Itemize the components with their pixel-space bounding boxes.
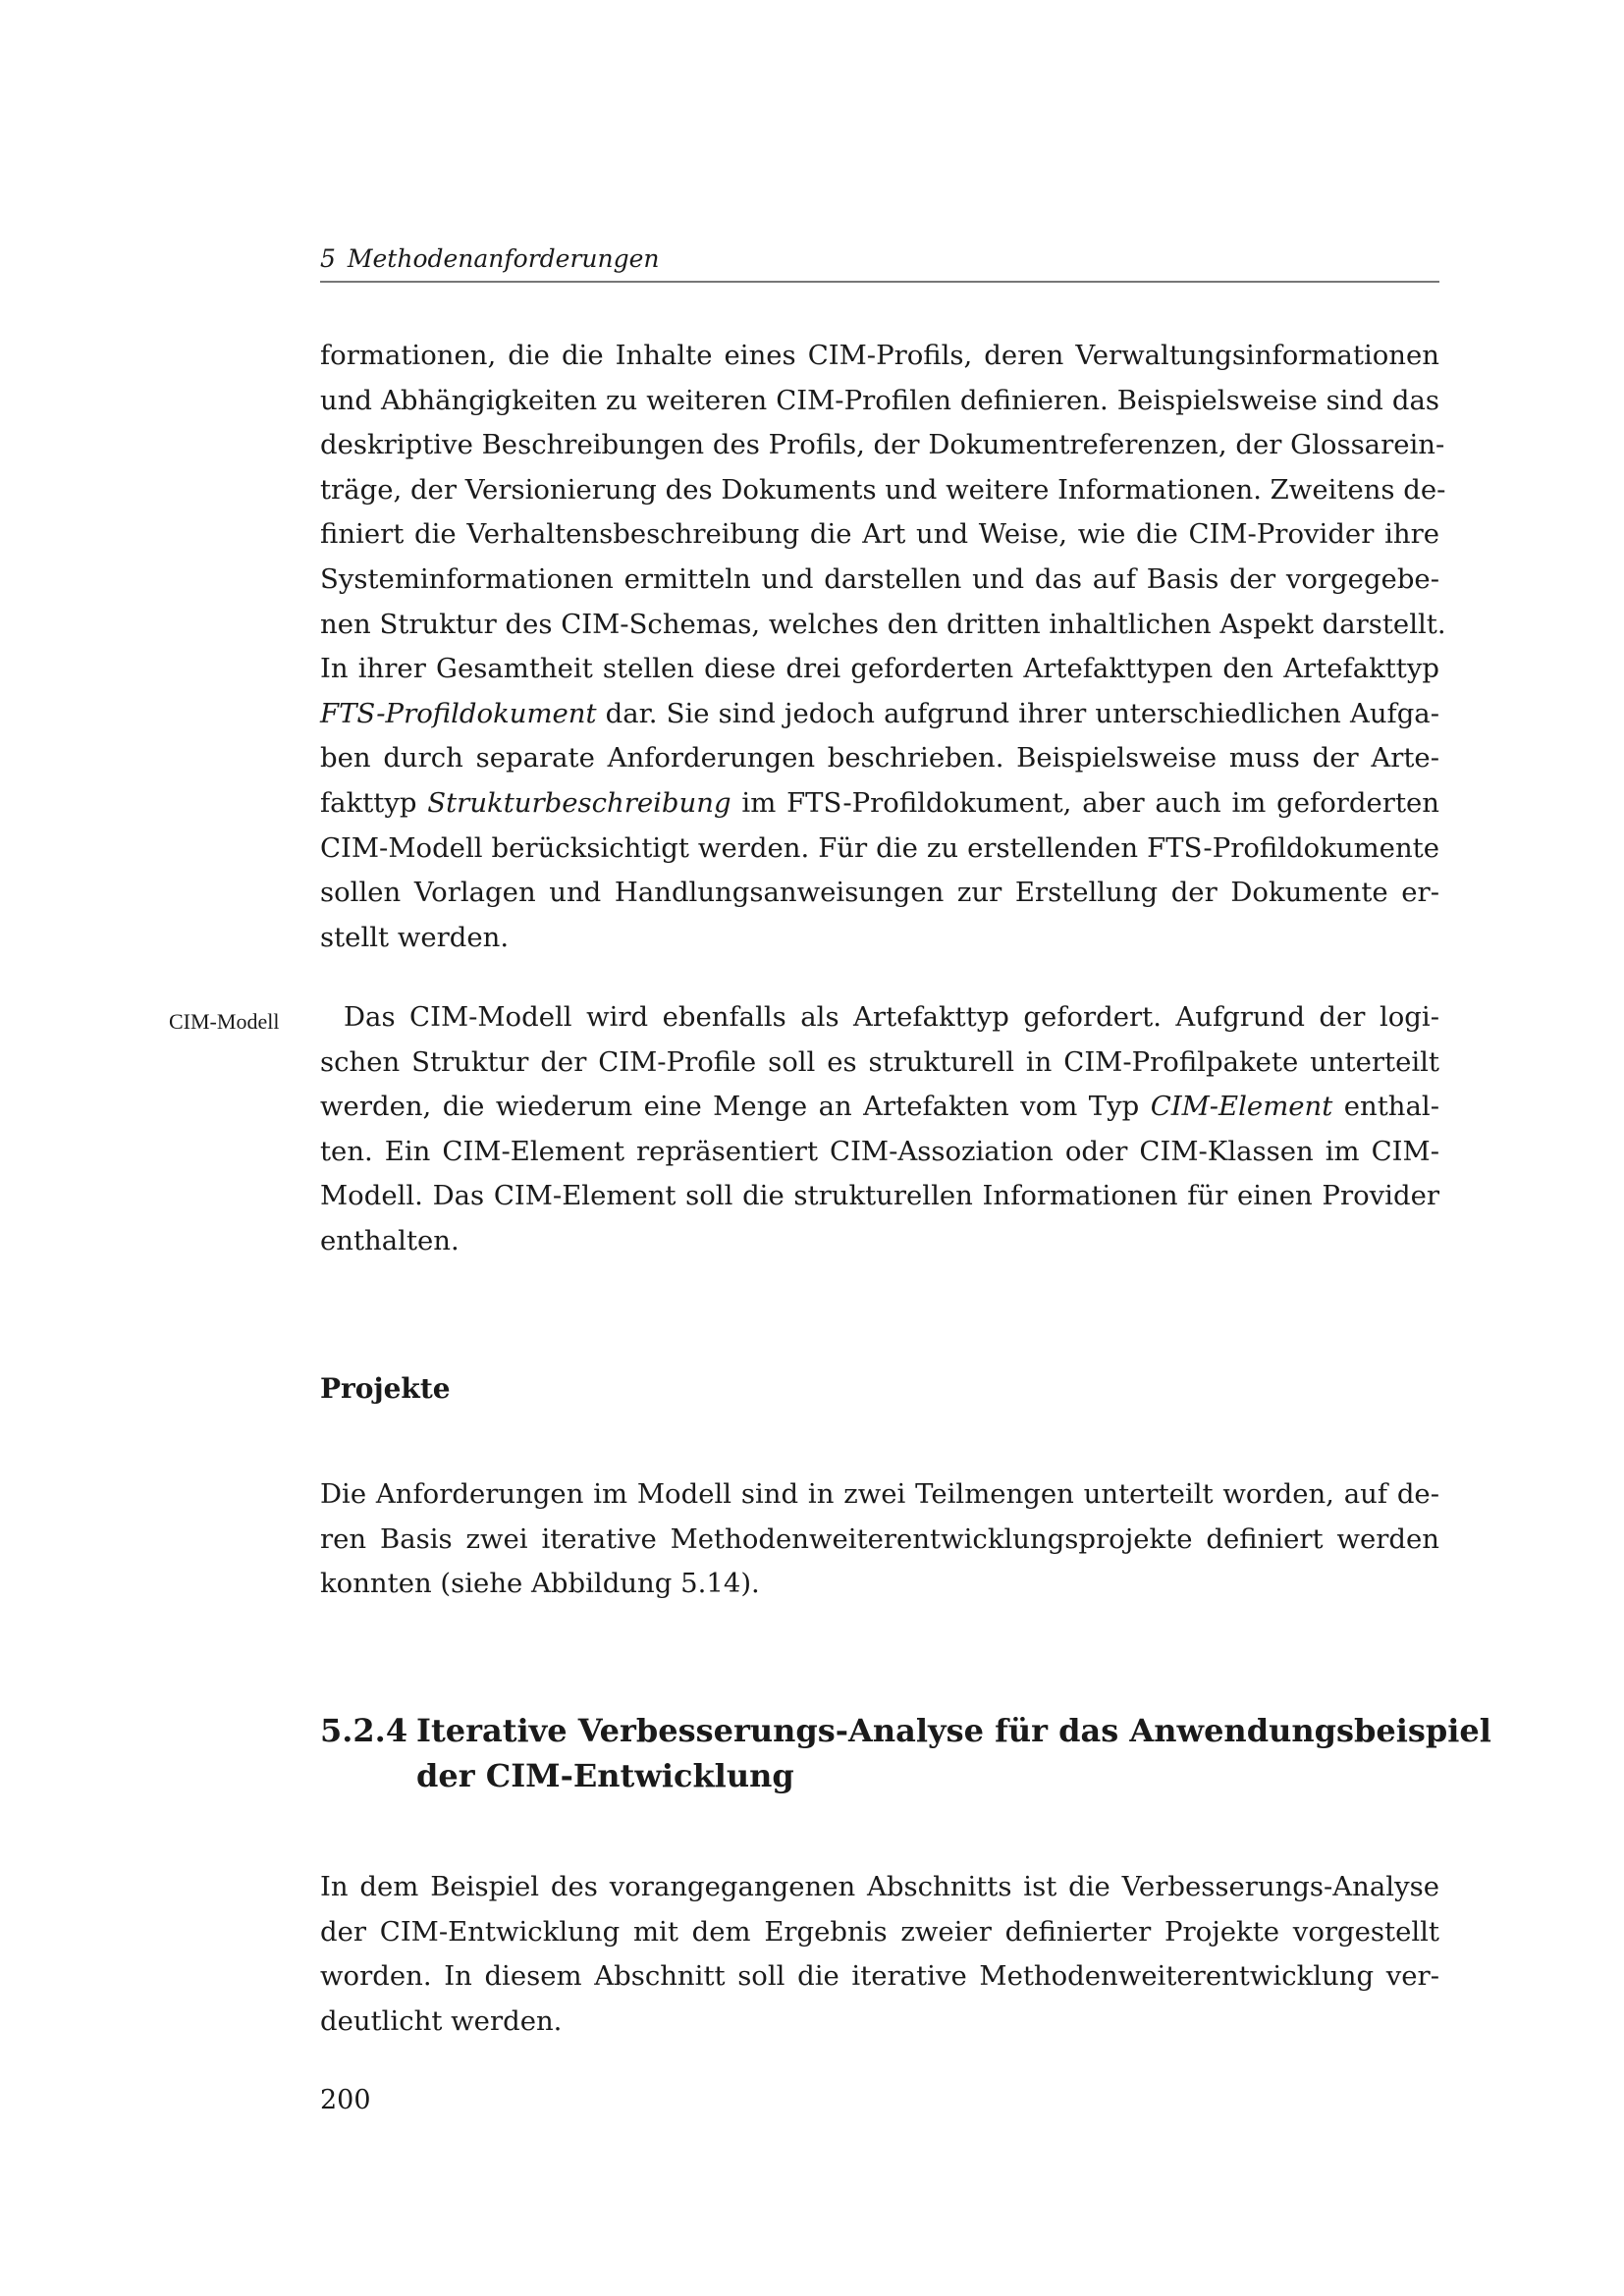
chapter-title: Methodenanforderungen — [347, 244, 660, 273]
text-line — [320, 1085, 1439, 1130]
text-line: Systeminformationen ermitteln und darstellen und das auf Basis der vorgegebe- — [320, 562, 1439, 595]
text-line: deutlicht werden. — [320, 2004, 563, 2037]
term-strukturbeschreibung: Strukturbeschreibung — [427, 786, 731, 819]
paragraph-artefacts — [320, 334, 1446, 960]
text-line: finiert die Verhaltensbeschreibung die Art und Weise, wie die CIM-Provider ihre — [320, 518, 1439, 551]
section-title-line: Iterative Verbesserungs-Analyse für das Anwendungsbeispiel — [416, 1712, 1491, 1749]
text-line: Das CIM-Modell wird ebenfalls als Artefakttyp gefordert. Aufgrund der logi- — [344, 1001, 1439, 1033]
text-line: deskriptive Beschreibungen des Profils, der Dokumentreferenzen, der Glossarein- — [320, 429, 1445, 461]
term-fts-profildokument: FTS-Profildokument — [320, 697, 597, 729]
text-line: sollen Vorlagen und Handlungsanweisungen zur Erstellung der Dokumente er- — [320, 877, 1439, 909]
text-line: schen Struktur der CIM-Profile soll es strukturell in CIM-Profilpakete unterteilt — [320, 1045, 1439, 1078]
text-segment: im FTS-Profildokument, aber auch im geforderten — [731, 786, 1439, 819]
running-header — [320, 241, 1439, 283]
margin-note: CIM-Modell — [169, 1009, 280, 1034]
text-line — [320, 781, 1439, 827]
text-segment: werden, die wiederum eine Menge an Artefakten vom Typ — [320, 1091, 1151, 1123]
text-segment: dar. Sie sind jedoch aufgrund ihrer unterschiedlichen Aufga- — [596, 697, 1439, 729]
section-title-line: der CIM-Entwicklung — [416, 1757, 794, 1794]
text-line: nen Struktur des CIM-Schemas, welches den dritten inhaltlichen Aspekt darstellt. — [320, 608, 1446, 640]
paragraph-section-intro — [320, 1865, 1439, 2044]
text-line: enthalten. — [320, 1224, 460, 1256]
text-line: der CIM-Entwicklung mit dem Ergebnis zweier definierter Projekte vorgestellt — [320, 1915, 1439, 1948]
page-number: 200 — [320, 2085, 371, 2115]
text-line: konnten (siehe Abbildung 5.14). — [320, 1568, 760, 1600]
section-number: 5.2.4 — [320, 1712, 408, 1749]
text-line: In dem Beispiel des vorangegangenen Abschnitts ist die Verbesserungs-Analyse — [320, 1871, 1439, 1902]
subsection-heading: Projekte — [320, 1372, 451, 1405]
term-cim-element: CIM-Element — [1150, 1091, 1333, 1123]
text-line: ren Basis zwei iterative Methodenweiterentwicklungsprojekte definiert werden — [320, 1522, 1439, 1555]
text-line: ben durch separate Anforderungen beschrieben. Beispielsweise muss der Arte- — [320, 742, 1439, 774]
text-line: Die Anforderungen im Modell sind in zwei Teilmengen unterteilt worden, auf de- — [320, 1478, 1439, 1510]
paragraph-projekte — [320, 1472, 1439, 1607]
text-line: träge, der Versionierung des Dokuments und weitere Informationen. Zweitens de- — [320, 473, 1446, 506]
text-line: CIM-Modell berücksichtigt werden. Für die zu erstellenden FTS-Profildokumente — [320, 831, 1439, 864]
paragraph-cim-modell — [320, 995, 1439, 1264]
text-line: ten. Ein CIM-Element repräsentiert CIM-Assoziation oder CIM-Klassen im CIM- — [320, 1135, 1439, 1167]
chapter-number: 5 — [320, 244, 336, 273]
text-line: formationen, die die Inhalte eines CIM-Profils, deren Verwaltungsinformationen — [320, 340, 1439, 371]
text-segment: fakttyp — [320, 786, 428, 819]
text-line: Modell. Das CIM-Element soll die strukturellen Informationen für einen Provider — [320, 1180, 1439, 1212]
text-line: In ihrer Gesamtheit stellen diese drei geforderten Artefakttypen den Artefakttyp — [320, 653, 1439, 685]
text-line: stellt werden. — [320, 921, 510, 953]
text-line — [320, 692, 1439, 737]
text-segment: enthal- — [1332, 1091, 1439, 1123]
text-line: worden. In diesem Abschnitt soll die iterative Methodenweiterentwicklung ver- — [320, 1960, 1439, 1993]
text-line: und Abhängigkeiten zu weiteren CIM-Profilen definieren. Beispielsweise sind das — [320, 384, 1439, 416]
section-title — [416, 1708, 1491, 1798]
